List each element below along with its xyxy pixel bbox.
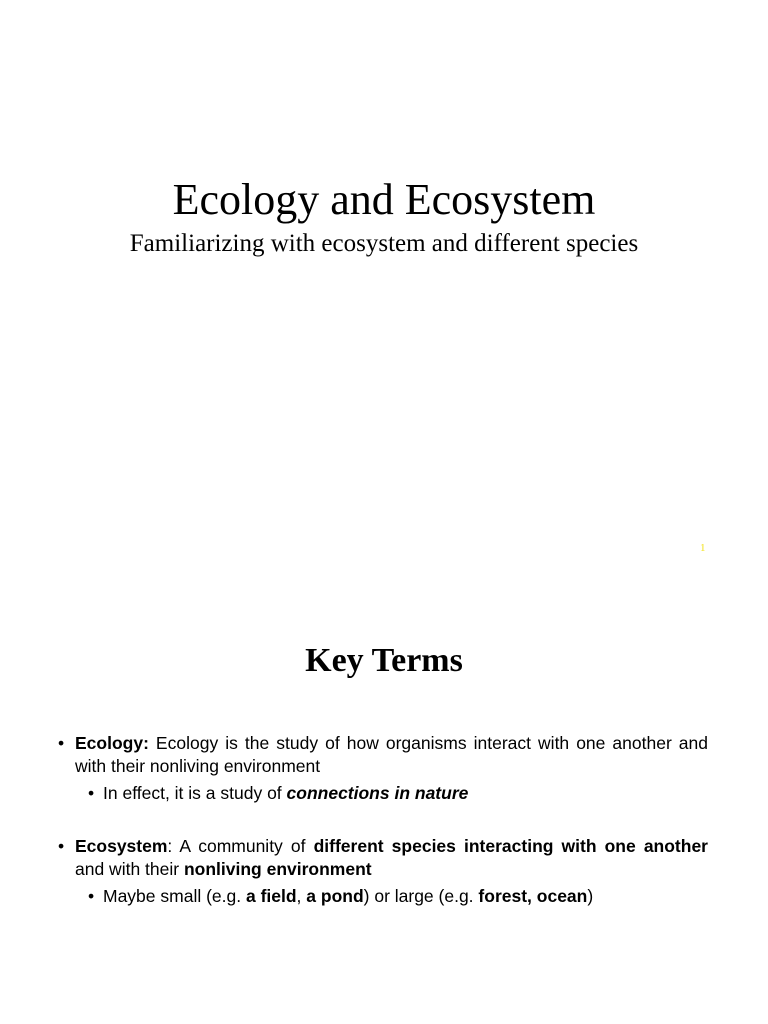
bullet-list xyxy=(58,732,708,908)
sub-text-3: ) or large (e.g. xyxy=(363,886,479,906)
sub-bold-3: forest, ocean xyxy=(478,886,588,906)
sub-text-1: Maybe small (e.g. xyxy=(103,886,246,906)
slide-heading: Key Terms xyxy=(305,642,463,679)
sub-bold-2: a pond xyxy=(306,886,364,906)
sub-text-2: , xyxy=(296,886,307,906)
def-part-c: and with their xyxy=(75,859,184,879)
bullet-ecosystem xyxy=(58,835,708,881)
sub-bullet-ecology xyxy=(58,782,708,805)
definition-ecology: Ecology is the study of how organisms interact with one another and with their nonliving environment xyxy=(75,733,708,776)
def-part-a: : A community of xyxy=(167,836,314,856)
sub-bold-1: a field xyxy=(245,886,297,906)
bullet-dot: • xyxy=(88,783,95,803)
sub-text-4: ) xyxy=(587,886,594,906)
term-ecology: Ecology: xyxy=(75,733,149,753)
def-part-d: nonliving environment xyxy=(183,859,372,879)
def-part-b: different species interacting with one another xyxy=(313,836,708,856)
term-ecosystem: Ecosystem xyxy=(75,836,168,856)
slide-subtitle: Familiarizing with ecosystem and different species xyxy=(129,230,639,257)
page-number: 1 xyxy=(700,542,706,554)
sub-text: In effect, it is a study of xyxy=(103,783,287,803)
spacer xyxy=(58,805,708,835)
slide-title: Ecology and Ecosystem xyxy=(172,175,596,224)
sub-emphasis: connections in nature xyxy=(286,783,469,803)
sub-bullet-ecosystem xyxy=(58,885,708,908)
key-terms-slide xyxy=(0,576,768,1024)
bullet-ecology xyxy=(58,732,708,778)
bullet-dot: • xyxy=(88,886,95,906)
